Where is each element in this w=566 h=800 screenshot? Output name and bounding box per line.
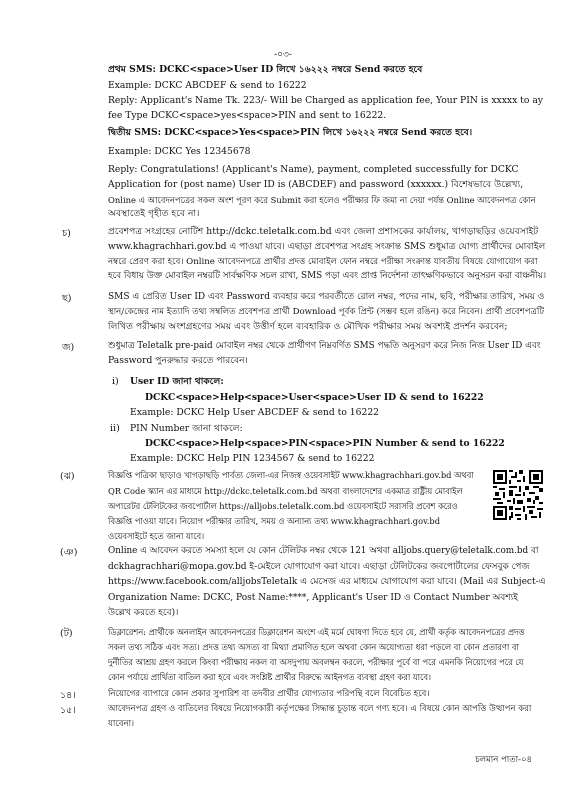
second-sms-reply-cont: Application for (post name) User ID is (ABCDEF) and password (xxxxxx.) বিশেষভাবে উল্লেখ্য, <box>108 179 524 190</box>
website-info-line: বিজ্ঞপ্তি পাওয়া যাবে। নিয়োগ পরীক্ষার তারিখ, সময় ও অন্যান্য তথ্য www.khagrachhari.gov.bd <box>108 516 441 526</box>
pin-help-example: Example: DCKC Help PIN 1234567 & send to 16222 <box>130 453 375 464</box>
authority-decision-line: আবেদনপত্র গ্রহণ ও বাতিলের বিষয়ে নিয়োগকারী কর্তৃপক্ষের সিদ্ধান্ত চূড়ান্ত বলে গণ্য হবে। এ বিষয়ে কোন আপত্তি উত্থাপন করা <box>108 704 532 714</box>
website-info-line: ওয়েবসাইটে হতে জানা যাবে। <box>108 531 205 541</box>
online-help-line: Organization Name: DCKC, Post Name:****, Applicant's User ID ও Contact Number অবশ্যই <box>108 593 518 603</box>
sub-marker-ii: ii) <box>110 423 120 434</box>
admit-card-notice-line: হবে বিধায় উক্ত মোবাইল নম্বরটি সার্বক্ষণিক সচল রাখা, SMS পড়া এবং প্রাপ্ত নির্দেশনা তাৎক্ষণিকভাবে অনুসরন করা বাঞ্চনীয়। <box>108 271 546 281</box>
second-sms-heading: দ্বিতীয় SMS: DCKC<space>Yes<space>PIN লিখে ১৬২২২ নম্বরে Send করতে হবে। <box>108 127 473 138</box>
online-help-line: Online এ আবেদন করতে সমস্যা হলে যে কোন টেলিটক নম্বর থেকে 121 অথবা alljobs.query@teletalk.com.bd বা <box>108 546 539 556</box>
admit-card-notice-line: নম্বরে প্রেরণ করা হবে। Online আবেদনপত্রে প্রার্থীর প্রদত্ত মোবাইল ফোন নম্বরে পরীক্ষা সংক্রান্ত যাবতীয় বিষয়ে যোগাযোগ করা <box>108 257 538 267</box>
admit-card-download-line: লিখিত পরীক্ষায় অংশগ্রহণের সময় এবং উত্তীর্ণ হলে ব্যবহারিক ও মৌখিক পরীক্ষার সময় অবশ্যই প্রদর্শন করবেন; <box>108 321 508 332</box>
declaration-line: দুর্নীতির আশ্রয় গ্রহণ করলে কিংবা পরীক্ষায় নকল বা অসদুপায় অবলম্বন করলে, পরীক্ষার পূর্বে বা পরে এমনকি নিয়োগের পরে যে <box>108 657 524 667</box>
userid-help-sms: DCKC<space>Help<space>User<space>User ID & send to 16222 <box>145 392 484 403</box>
first-sms-reply: Reply: Applicant's Name Tk. 223/- Will be Charged as application fee, Your PIN is xxxxx to ay <box>108 95 543 106</box>
online-help-line: https://www.facebook.com/alljobsTeletalk এ মেসেজ এর মাধ্যমে যোগাযোগ করা যাবে। (Mail এর Subject-এ <box>108 577 546 587</box>
authority-decision-line: যাবেনা। <box>108 719 135 729</box>
item-marker-ja: জ) <box>62 342 75 353</box>
online-note: Online এ আবেদনপত্রের সকল অংশ পূরণ করে Submit করা হলেও পরীক্ষার ফি জমা না দেয়া পর্যন্ত Online আবেদনপত্র কোন <box>108 195 536 205</box>
first-sms-reply-cont: fee Type DCKC<space>yes<space>PIN and sent to 16222. <box>108 110 387 121</box>
item-marker-jha: (ঝ) <box>60 471 75 482</box>
item-marker-14: ১৪। <box>60 690 76 701</box>
pin-help-sms: DCKC<space>Help<space>PIN<space>PIN Number & send to 16222 <box>145 438 505 449</box>
admit-card-download-line: SMS এ প্রেরিত User ID এবং Password ব্যবহার করে পরবর্তীতে রোল নম্বর, পদের নাম, ছবি, পরীক্ষার তারিখ, সময় ও <box>108 292 545 302</box>
continued-page-note: চলমান পাতা-০৪ <box>475 755 532 765</box>
pin-known-heading: PIN Number জানা থাকলে: <box>130 423 243 434</box>
second-sms-example: Example: DCKC Yes 12345678 <box>108 146 251 157</box>
qr-code-icon[interactable] <box>493 470 543 520</box>
website-info-line: QR Code স্ক্যান এর মাধ্যমে http://dckc.teletalk.com.bd অথবা বাংলাদেশের একমাত্র রাষ্ট্রীয় মোবাইল <box>108 486 463 496</box>
first-sms-example: Example: DCKC ABCDEF & send to 16222 <box>108 80 307 91</box>
userid-help-example: Example: DCKC Help User ABCDEF & send to 16222 <box>130 407 380 418</box>
website-info-line: অপারেটর টেলিটকের জবপোর্টাল https://alljobs.teletalk.com.bd ওয়েবসাইটে সরাসরি প্রবেশ করেও <box>108 501 458 511</box>
admit-card-notice-line: প্রবেশপত্র সংগ্রহের নোটিশ http://dckc.teletalk.com.bd এবং জেলা প্রশাসকের কার্যালয়, খাগড়াছড়ির ওয়েবসাইট <box>108 226 539 237</box>
second-sms-reply: Reply: Congratulations! (Applicant's Name), payment, completed successfully for DCKC <box>108 164 519 175</box>
first-sms-heading: প্রথম SMS: DCKC<space>User ID লিখে ১৬২২২ নম্বরে Send করতে হবে <box>108 64 423 75</box>
item-marker-ta: (ট) <box>60 628 73 639</box>
userid-known-heading: User ID জানা থাকলে: <box>130 376 224 387</box>
sub-marker-i: i) <box>112 376 119 387</box>
item-marker-nya: (ঞ) <box>60 547 78 558</box>
admit-card-notice-line: www.khagrachhari.gov.bd এ পাওয়া যাবে। এছাড়া প্রবেশপত্র সংগ্রহ সংক্রান্ত SMS শুধুমাত্র যোগ্য প্রার্থীদের মোবাইল <box>108 242 546 252</box>
password-recovery-line: শুধুমাত্র Teletalk pre-paid মোবাইল নম্বর থেকে প্রার্থীগণ নিম্নবর্ণিত SMS পদ্ধতি অনুসরণ করে নিজ নিজ User ID এবং <box>108 341 541 351</box>
online-help-line: উল্লেখ করতে হবে)। <box>108 608 179 618</box>
declaration-line: সকল তথ্য সঠিক এবং সত্য। প্রদত্ত তথ্য অসত্য বা মিথ্যা প্রমাণিত হলে অথবা কোন অযোগ্যতা ধরা পড়লে বা কোন প্রতারণা বা <box>108 642 519 652</box>
page-number: -০৩- <box>274 50 292 60</box>
password-recovery-line: Password পুনরুদ্ধার করতে পারবেন। <box>108 355 248 366</box>
declaration-line: কোন পর্যায়ে প্রার্থিতা বাতিল করা হবে এবং সংশ্লিষ্ট প্রার্থীর বিরুদ্ধে আইনগত ব্যবস্থা গ্রহণ করা যাবে। <box>108 672 431 682</box>
recommendation-note: নিয়োগের ব্যাপারে কোন প্রকার সুপারিশ বা তদবীর প্রার্থীর যোগ্যতার পরিপন্থি বলে বিবেচিত হবে। <box>108 689 430 699</box>
item-marker-chha: ছ) <box>62 293 72 304</box>
declaration-line: ডিক্লারেশন: প্রার্থীকে অনলাইন আবেদনপত্রের ডিক্লারেশন অংশে এই মর্মে ঘোষণা দিতে হবে যে, প্রার্থী কর্তৃক আবেদনপত্রের প্রদত্ত <box>108 627 525 637</box>
admit-card-download-line: স্থান/কেন্দ্রের নাম ইত্যাদি তথ্য সম্বলিত প্রবেশপত্র প্রার্থী Download পূর্বক প্রিন্ট (সম্ভব হলে রঙিন) করে নিবেন। প্রার্থী প্রবেশপত্রটি <box>108 307 545 317</box>
item-marker-cha: চ) <box>62 228 71 239</box>
item-marker-15: ১৫। <box>60 705 76 716</box>
website-info-line: বিজ্ঞপ্তি পত্রিকা ছাড়াও খাগড়াছড়ি পার্বত্য জেলা-এর নিজস্ব ওয়েবসাইট www.khagrachhari.gov.bd অথবা <box>108 470 474 480</box>
online-help-line: dckhagrachhari@mopa.gov.bd ই-মেইলে যোগাযোগ করা যাবে। এছাড়া টেলিটকের জবপোর্টালের ফেসবুক পেজ <box>108 562 530 572</box>
online-note-cont: অবস্থাতেই গৃহীত হবে না। <box>108 208 200 219</box>
